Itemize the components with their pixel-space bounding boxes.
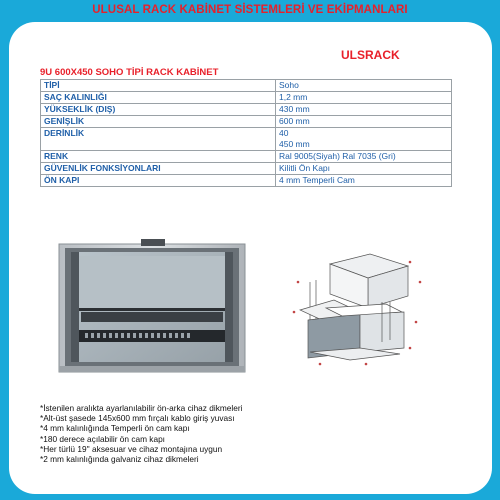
spec-row <box>41 175 452 187</box>
spec-value: Soho <box>276 80 452 92</box>
spec-row <box>41 80 452 92</box>
header-banner <box>0 0 500 22</box>
spec-value: Ral 9005(Siyah) Ral 7035 (Gri) <box>276 151 452 163</box>
spec-value-line: 40 <box>279 128 289 138</box>
spec-row <box>41 116 452 128</box>
spec-row <box>41 128 452 151</box>
banner-title: ULUSAL RACK KABİNET SİSTEMLERİ VE EKİPMANLARI <box>92 4 408 16</box>
spec-row <box>41 104 452 116</box>
brand-name: ULSRACK <box>341 48 400 62</box>
feature-item: *180 derece açılabilir ön cam kapı <box>40 433 165 444</box>
feature-item: *Alt-üst şasede 145x600 mm fırçalı kablo giriş yuvası <box>40 413 235 424</box>
feature-item: *2 mm kalınlığında galvaniz cihaz dikmeleri <box>40 454 199 465</box>
spec-key: TİPİ <box>41 80 276 92</box>
spec-row <box>41 151 452 163</box>
feature-item: *Her türlü 19'' aksesuar ve cihaz montajına uygun <box>40 443 223 454</box>
spec-table <box>40 79 452 187</box>
spec-value <box>276 128 452 151</box>
spec-value: 430 mm <box>276 104 452 116</box>
spec-row <box>41 92 452 104</box>
spec-key: GENİŞLİK <box>41 116 276 128</box>
cabinet-photo <box>57 238 247 378</box>
spec-value: 4 mm Temperli Cam <box>276 175 452 187</box>
feature-item: *İstenilen aralıkta ayarlanılabilir ön-arka cihaz dikmeleri <box>40 403 243 413</box>
spec-key: YÜKSEKLİK (DIŞ) <box>41 104 276 116</box>
feature-list <box>40 403 242 464</box>
spec-key: RENK <box>41 151 276 163</box>
product-title: 9U 600X450 SOHO TİPİ RACK KABİNET <box>40 67 219 78</box>
spec-key: ÖN KAPI <box>41 175 276 187</box>
spec-key: DERİNLİK <box>41 128 276 151</box>
spec-row <box>41 163 452 175</box>
feature-item: *4 mm kalınlığında Temperli ön cam kapı <box>40 423 190 434</box>
exploded-view-diagram <box>290 252 440 367</box>
spec-value: Kilitli Ön Kapı <box>276 163 452 175</box>
spec-value: 1,2 mm <box>276 92 452 104</box>
spec-value-line: 450 mm <box>279 139 310 149</box>
spec-key: GÜVENLİK FONKSİYONLARI <box>41 163 276 175</box>
spec-value: 600 mm <box>276 116 452 128</box>
spec-key: SAÇ KALINLIĞI <box>41 92 276 104</box>
